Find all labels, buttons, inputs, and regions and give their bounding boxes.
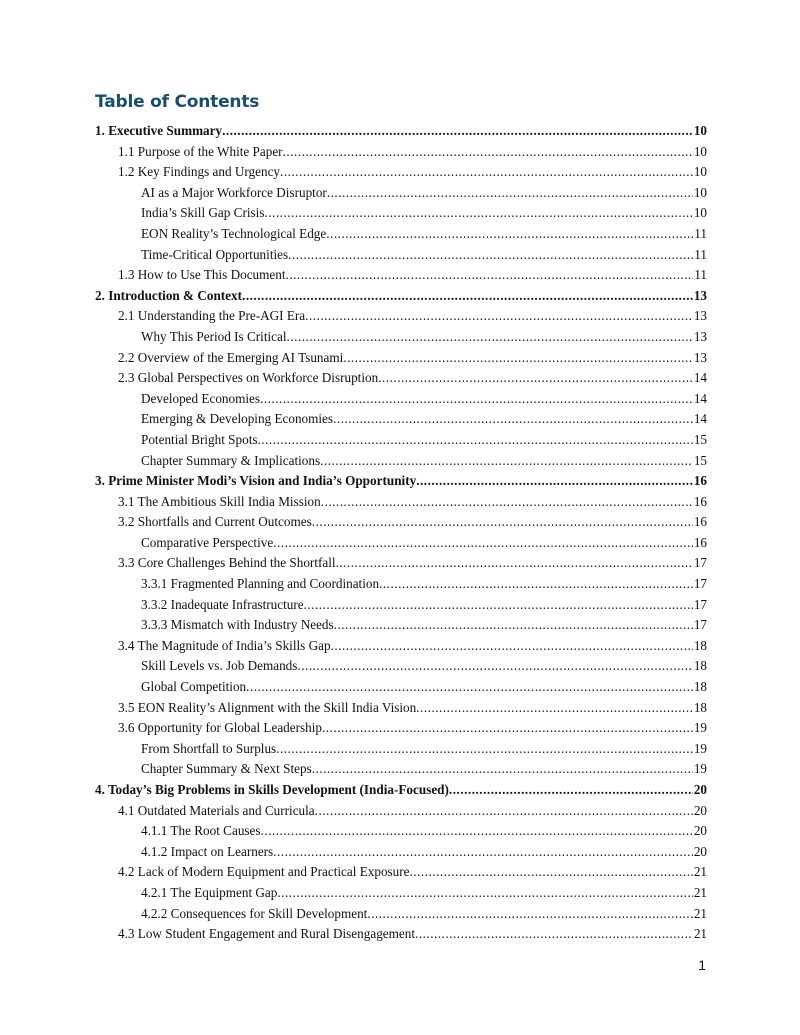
toc-entry-page[interactable]: 13 — [693, 328, 707, 344]
toc-entry[interactable] — [118, 801, 707, 822]
toc-entry-title[interactable]: India’s Skill Gap Crisis — [141, 205, 265, 221]
toc-dot-leader — [312, 759, 693, 780]
toc-list — [0, 121, 800, 945]
toc-entry-page[interactable]: 10 — [693, 205, 707, 221]
toc-entry[interactable] — [118, 698, 707, 719]
toc-entry-title[interactable]: 1.2 Key Findings and Urgency — [118, 164, 281, 180]
toc-dot-leader — [242, 286, 693, 307]
toc-entry-page[interactable]: 11 — [694, 246, 707, 262]
toc-entry-page[interactable]: 17 — [693, 555, 707, 571]
toc-entry-page[interactable]: 13 — [693, 308, 707, 324]
toc-dot-leader — [416, 471, 693, 492]
toc-entry[interactable] — [118, 348, 707, 369]
toc-dot-leader — [273, 842, 693, 863]
toc-dot-leader — [331, 636, 693, 657]
toc-entry[interactable] — [118, 492, 707, 513]
toc-entry-page[interactable]: 20 — [693, 782, 707, 797]
toc-entry[interactable] — [141, 451, 707, 472]
toc-entry[interactable] — [118, 718, 707, 739]
toc-entry-title[interactable]: 3.3.1 Fragmented Planning and Coordination — [141, 576, 380, 592]
toc-dot-leader — [222, 121, 693, 142]
toc-entry-page[interactable]: 17 — [693, 596, 707, 612]
toc-entry-page[interactable]: 20 — [693, 843, 707, 859]
toc-entry-page[interactable]: 18 — [693, 679, 707, 695]
toc-entry[interactable] — [141, 821, 707, 842]
toc-entry-title[interactable]: 4.1.1 The Root Causes — [141, 823, 261, 839]
toc-entry[interactable] — [118, 368, 707, 389]
toc-dot-leader — [287, 327, 693, 348]
toc-entry[interactable] — [118, 512, 707, 533]
toc-entry-title[interactable]: 4.3 Low Student Engagement and Rural Disengagement — [118, 926, 416, 942]
toc-entry-title[interactable]: 2.3 Global Perspectives on Workforce Disruption — [118, 370, 379, 386]
toc-dot-leader — [276, 739, 693, 760]
toc-dot-leader — [327, 183, 693, 204]
toc-dot-leader — [283, 142, 693, 163]
toc-entry[interactable] — [141, 245, 707, 266]
toc-entry-page[interactable]: 10 — [693, 164, 707, 180]
toc-entry-title[interactable]: 2. Introduction & Context — [95, 287, 243, 303]
toc-dot-leader — [322, 718, 693, 739]
toc-entry[interactable] — [141, 677, 707, 698]
toc-entry-page[interactable]: 11 — [694, 225, 707, 241]
toc-entry-page[interactable]: 14 — [693, 411, 707, 427]
toc-entry-title[interactable]: Why This Period Is Critical — [141, 328, 287, 344]
toc-dot-leader — [416, 698, 693, 719]
toc-entry[interactable] — [141, 327, 707, 348]
toc-entry-title[interactable]: 3.6 Opportunity for Global Leadership — [118, 720, 322, 736]
toc-entry-page[interactable]: 18 — [693, 699, 707, 715]
toc-entry-title[interactable]: EON Reality’s Technological Edge — [141, 225, 327, 241]
toc-entry[interactable] — [141, 224, 707, 245]
toc-dot-leader — [333, 409, 693, 430]
toc-dot-leader — [415, 924, 693, 945]
toc-entry-page[interactable]: 19 — [693, 720, 707, 736]
toc-entry-title[interactable]: 3.3.3 Mismatch with Industry Needs — [141, 617, 334, 633]
toc-entry-page[interactable]: 16 — [693, 534, 707, 550]
toc-entry[interactable] — [95, 780, 707, 801]
toc-dot-leader — [312, 512, 693, 533]
toc-entry[interactable] — [118, 306, 707, 327]
toc-dot-leader — [297, 656, 692, 677]
toc-entry-page[interactable]: 21 — [693, 864, 707, 880]
toc-entry-page[interactable]: 20 — [693, 823, 707, 839]
toc-entry[interactable] — [141, 739, 707, 760]
toc-entry-page[interactable]: 13 — [693, 349, 707, 365]
toc-entry-page[interactable]: 17 — [693, 576, 707, 592]
toc-dot-leader — [261, 821, 693, 842]
toc-entry[interactable] — [118, 265, 707, 286]
toc-entry[interactable] — [141, 883, 707, 904]
toc-entry[interactable] — [141, 595, 707, 616]
toc-entry[interactable] — [141, 656, 707, 677]
toc-entry-title[interactable]: 4.1 Outdated Materials and Curricula — [118, 802, 315, 818]
toc-dot-leader — [260, 389, 693, 410]
toc-entry-title[interactable]: 2.2 Overview of the Emerging AI Tsunami — [118, 349, 344, 365]
toc-dot-leader — [336, 553, 693, 574]
toc-entry[interactable] — [141, 759, 707, 780]
toc-dot-leader — [320, 451, 693, 472]
toc-entry-page[interactable]: 21 — [693, 905, 707, 921]
toc-entry-page[interactable]: 14 — [693, 390, 707, 406]
toc-entry-page[interactable]: 10 — [693, 123, 707, 138]
toc-entry-page[interactable]: 13 — [693, 287, 707, 303]
toc-entry-page[interactable]: 18 — [693, 637, 707, 653]
toc-dot-leader — [449, 780, 693, 801]
toc-entry-title[interactable]: Global Competition — [141, 679, 247, 695]
toc-entry-page[interactable]: 16 — [693, 514, 707, 530]
toc-entry-title[interactable]: Potential Bright Spots — [141, 431, 258, 447]
toc-entry-title[interactable]: 3.3 Core Challenges Behind the Shortfall — [118, 555, 336, 571]
toc-entry-page[interactable]: 17 — [693, 617, 707, 633]
toc-entry-title[interactable]: 4.2.1 The Equipment Gap — [141, 884, 278, 900]
toc-entry-title[interactable]: Chapter Summary & Next Steps — [141, 761, 312, 777]
toc-entry[interactable] — [141, 409, 707, 430]
toc-dot-leader — [264, 203, 692, 224]
toc-dot-leader — [315, 801, 693, 822]
toc-entry-title[interactable]: 3. Prime Minister Modi’s Vision and India’s Opportunity — [95, 473, 417, 489]
toc-entry-page[interactable]: 20 — [693, 802, 707, 818]
toc-entry-page[interactable]: 19 — [693, 761, 707, 777]
toc-entry-page[interactable]: 16 — [693, 473, 707, 489]
toc-entry[interactable] — [141, 904, 707, 925]
toc-entry[interactable] — [118, 142, 707, 163]
toc-entry-title[interactable]: 4.1.2 Impact on Learners — [141, 843, 274, 859]
toc-dot-leader — [280, 162, 693, 183]
toc-dot-leader — [334, 615, 693, 636]
toc-entry-page[interactable]: 14 — [693, 370, 707, 386]
toc-dot-leader — [326, 224, 693, 245]
toc-entry-title[interactable]: 3.1 The Ambitious Skill India Mission — [118, 493, 321, 509]
toc-dot-leader — [305, 306, 693, 327]
toc-entry-title[interactable]: 4.2 Lack of Modern Equipment and Practical Exposure — [118, 864, 410, 880]
toc-dot-leader — [273, 533, 693, 554]
toc-entry-title[interactable]: Chapter Summary & Implications — [141, 452, 321, 468]
toc-title: Table of Contents — [95, 92, 260, 112]
toc-entry-title[interactable]: Time-Critical Opportunities — [141, 246, 289, 262]
toc-entry-title[interactable]: 1.3 How to Use This Document — [118, 267, 286, 283]
toc-entry[interactable] — [118, 862, 707, 883]
toc-entry-title[interactable]: Emerging & Developing Economies — [141, 411, 334, 427]
toc-entry[interactable] — [141, 203, 707, 224]
toc-entry-page[interactable]: 11 — [694, 267, 707, 283]
toc-entry-title[interactable]: 2.1 Understanding the Pre-AGI Era — [118, 308, 306, 324]
toc-entry[interactable] — [141, 574, 707, 595]
toc-entry[interactable] — [141, 615, 707, 636]
toc-entry-title[interactable]: 3.5 EON Reality’s Alignment with the Skill India Vision — [118, 699, 417, 715]
toc-entry-title[interactable]: 3.4 The Magnitude of India’s Skills Gap — [118, 637, 331, 653]
toc-entry-title[interactable]: AI as a Major Workforce Disruptor — [141, 184, 327, 200]
toc-entry-page[interactable]: 15 — [693, 431, 707, 447]
toc-entry-title[interactable]: 3.2 Shortfalls and Current Outcomes — [118, 514, 312, 530]
toc-dot-leader — [286, 265, 694, 286]
toc-entry-page[interactable]: 19 — [693, 740, 707, 756]
toc-dot-leader — [410, 862, 693, 883]
toc-entry-title[interactable]: Developed Economies — [141, 390, 261, 406]
toc-entry-page[interactable]: 10 — [693, 184, 707, 200]
toc-dot-leader — [288, 245, 693, 266]
toc-entry[interactable] — [141, 389, 707, 410]
toc-entry[interactable] — [118, 553, 707, 574]
toc-dot-leader — [277, 883, 692, 904]
toc-entry[interactable] — [141, 533, 707, 554]
toc-dot-leader — [378, 368, 693, 389]
toc-entry-title[interactable]: 3.3.2 Inadequate Infrastructure — [141, 596, 304, 612]
toc-entry-title[interactable]: 1. Executive Summary — [95, 123, 223, 138]
toc-entry-page[interactable]: 16 — [693, 493, 707, 509]
toc-entry-title[interactable]: Comparative Perspective — [141, 534, 274, 550]
toc-dot-leader — [304, 595, 693, 616]
toc-entry[interactable] — [118, 162, 707, 183]
toc-dot-leader — [367, 904, 692, 925]
toc-entry-page[interactable]: 18 — [693, 658, 707, 674]
page-number: 1 — [698, 957, 706, 973]
toc-entry[interactable] — [141, 183, 707, 204]
toc-entry[interactable] — [141, 842, 707, 863]
toc-entry-page[interactable]: 10 — [693, 143, 707, 159]
toc-dot-leader — [246, 677, 693, 698]
toc-dot-leader — [379, 574, 693, 595]
toc-entry[interactable] — [95, 121, 707, 142]
toc-dot-leader — [321, 492, 693, 513]
toc-dot-leader — [343, 348, 693, 369]
toc-dot-leader — [258, 430, 693, 451]
toc-entry[interactable] — [141, 430, 707, 451]
toc-entry-title[interactable]: Skill Levels vs. Job Demands — [141, 658, 298, 674]
toc-entry-title[interactable]: From Shortfall to Surplus — [141, 740, 277, 756]
toc-entry-title[interactable]: 4.2.2 Consequences for Skill Development — [141, 905, 368, 921]
toc-entry-page[interactable]: 21 — [693, 884, 707, 900]
toc-entry[interactable] — [118, 924, 707, 945]
toc-entry-title[interactable]: 1.1 Purpose of the White Paper — [118, 143, 283, 159]
toc-entry-title[interactable]: 4. Today’s Big Problems in Skills Development (India-Focused) — [95, 782, 449, 797]
toc-entry[interactable] — [118, 636, 707, 657]
toc-entry[interactable] — [95, 471, 707, 492]
toc-entry[interactable] — [95, 286, 707, 307]
toc-entry-page[interactable]: 15 — [693, 452, 707, 468]
toc-entry-page[interactable]: 21 — [693, 926, 707, 942]
